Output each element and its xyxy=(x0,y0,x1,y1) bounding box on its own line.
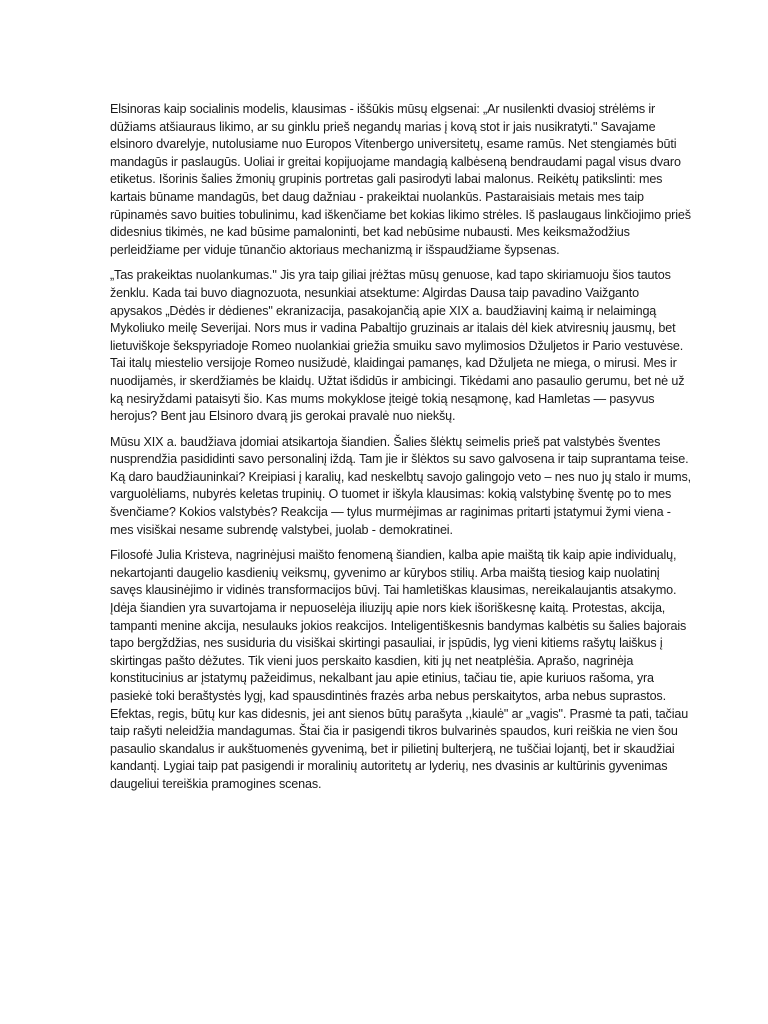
article-body xyxy=(110,101,692,802)
paragraph-3: Mūsu XIX a. baudžiava įdomiai atsikartoja šiandien. Šalies šlėktų seimelis prieš pat valstybės šventes nusprendžia pasididinti savo personalinį iždą. Tam jie ir šlėktos su savo galvosena ir taip suprantama teise. Ką daro baudžiauninkai? Kreipiasi į karalių, kad neskelbtų savojo galingojo veto – nes nuo jų stalo ir mums, varguolėliams, nubyrės keletas trupinių. O tuomet ir iškyla klausimas: kokią valstybinę šventę po to mes švenčiame? Kokios valstybės? Reakcija — tylus murmėjimas ar raginimas pritarti įstatymui žymi viena - mes visiškai nesame subrendę valstybei, juolab - demokratinei. xyxy=(110,434,691,537)
paragraph-1: Elsinoras kaip socialinis modelis, klausimas - iššūkis mūsų elgsenai: „Ar nusilenkti dvasioj strėlėms ir dūžiams atšiauraus likimo, ar su ginklu prieš negandų marias į kovą stot ir jais nusikratyti." Savajame elsinoro dvarelyje, nutolusiame nuo Europos Vitenbergo universitetų, esame ramūs. Net stengiamės būti mandagūs ir paslaugūs. Uoliai ir greitai kopijuojame mandagią kalbėseną bendraudami pagal visus dvaro etiketus. Išorinis šalies žmonių grupinis portretas gali pasirodyti labai malonus. Reikėtų patikslinti: mes kartais būname mandagūs, bet daug dažniau - prakeiktai nuolankūs. Pastaraisiais metais mes taip rūpinamės savo buities tobulinimu, kad iškenčiame bet kokias likimo strėles. Iš paslaugaus linkčiojimo prieš didesnius tikimės, ne kad būsime pamaloninti, bet kad nebūsime nubausti. Mes keiksmažodžius perleidžiame per viduje tūnančio aktoriaus mechanizmą ir išspaudžiame šypsenas. xyxy=(110,102,691,257)
paragraph-2: „Tas prakeiktas nuolankumas." Jis yra taip giliai įrėžtas mūsų genuose, kad tapo skiriamuoju šios tautos ženklu. Kada tai buvo diagnozuota, nesunkiai atsektume: Algirdas Dausa taip pavadino Vaižganto apysakos „Dėdės ir dėdienes" ekranizacija, pasakojančią apie XIX a. baudžiavinį kaimą ir nelaimingą Mykoliuko meilę Severijai. Nors mus ir vadina Pabaltijo gruzinais ar italais dėl kiek atviresnių jausmų, bet lietuviškoje šekspyriadoje Romeo nuolankiai griežia smuiku savo mylimosios Džuljetos ir Pario vestuvėse. Tai italų miestelio versijoje Romeo nusižudė, klaidingai pamanęs, kad Džuljeta ne miega, o mirusi. Mes ir nuodijamės, ir skerdžiamės be klaidų. Užtat išdidūs ir ambicingi. Tikėdami ano pasaulio gerumu, bet nė už ką nesiryždami pataisyti šio. Kas mums mokyklose įteigė tokią nesąmonę, kad Hamletas — pasyvus herojus? Bent jau Elsinoro dvarą jis gerokai pravalė nuo niekšų. xyxy=(110,268,685,424)
paragraph-4: Filosofė Julia Kristeva, nagrinėjusi maišto fenomeną šiandien, kalba apie maištą tik kaip apie individualų, nekartojanti daugelio kasdienių veiksmų, gyvenimo ar kūrybos stilių. Arba maištą tiesiog kaip nuolatinį savęs klausinėjimo ir vidinės transformacijos būvį. Tai hamletiškas klausimas, nereikalaujantis atsakymo. Įdėja šiandien yra suvartojama ir nepuoselėja iliuzijų apie nors kiek išoriškesnę kaitą. Protestas, akcija, tampanti menine akcija, nesulauks jokios reakcijos. Inteligentiškesnis bandymas kalbėtis su šalies bajorais tapo bergždžias, nes susiduria du visiškai skirtingi pasauliai, ir įspūdis, lyg vieni kitiems rašytų laiškus į skirtingas pašto dėžutes. Tik vieni juos perskaito kasdien, kiti jų net neatplėšia. Aprašo, nagrinėja konstitucinius ar įstatymų pažeidimus, nekalbant jau apie etinius, tačiau tie, apie kuriuos rašoma, yra pasiekė toki beraštystės lygį, kad spausdintinės frazės arba nebus perskaitytos, arba nebus suprastos. Efektas, regis, būtų kur kas didesnis, jei ant sienos būtų parašyta ,,kiaulė" ar „vagis". Prasmė ta pati, tačiau taip rašyti neleidžia mandagumas. Štai čia ir pasigendi tikros bulvarinės spaudos, kuri reiškia ne vien šou pasaulio skandalus ir aukštuomenės gyvenimą, bet ir pilietinį bulterjerą, ne tuščiai lojantį, bet ir skaudžiai kandantį. Lygiai taip pat pasigendi ir moralinių autoritetų ar lyderių, nes dvasinis ar kultūrinis gyvenimas daugeliui tereiškia pramogines scenas. xyxy=(110,548,689,791)
